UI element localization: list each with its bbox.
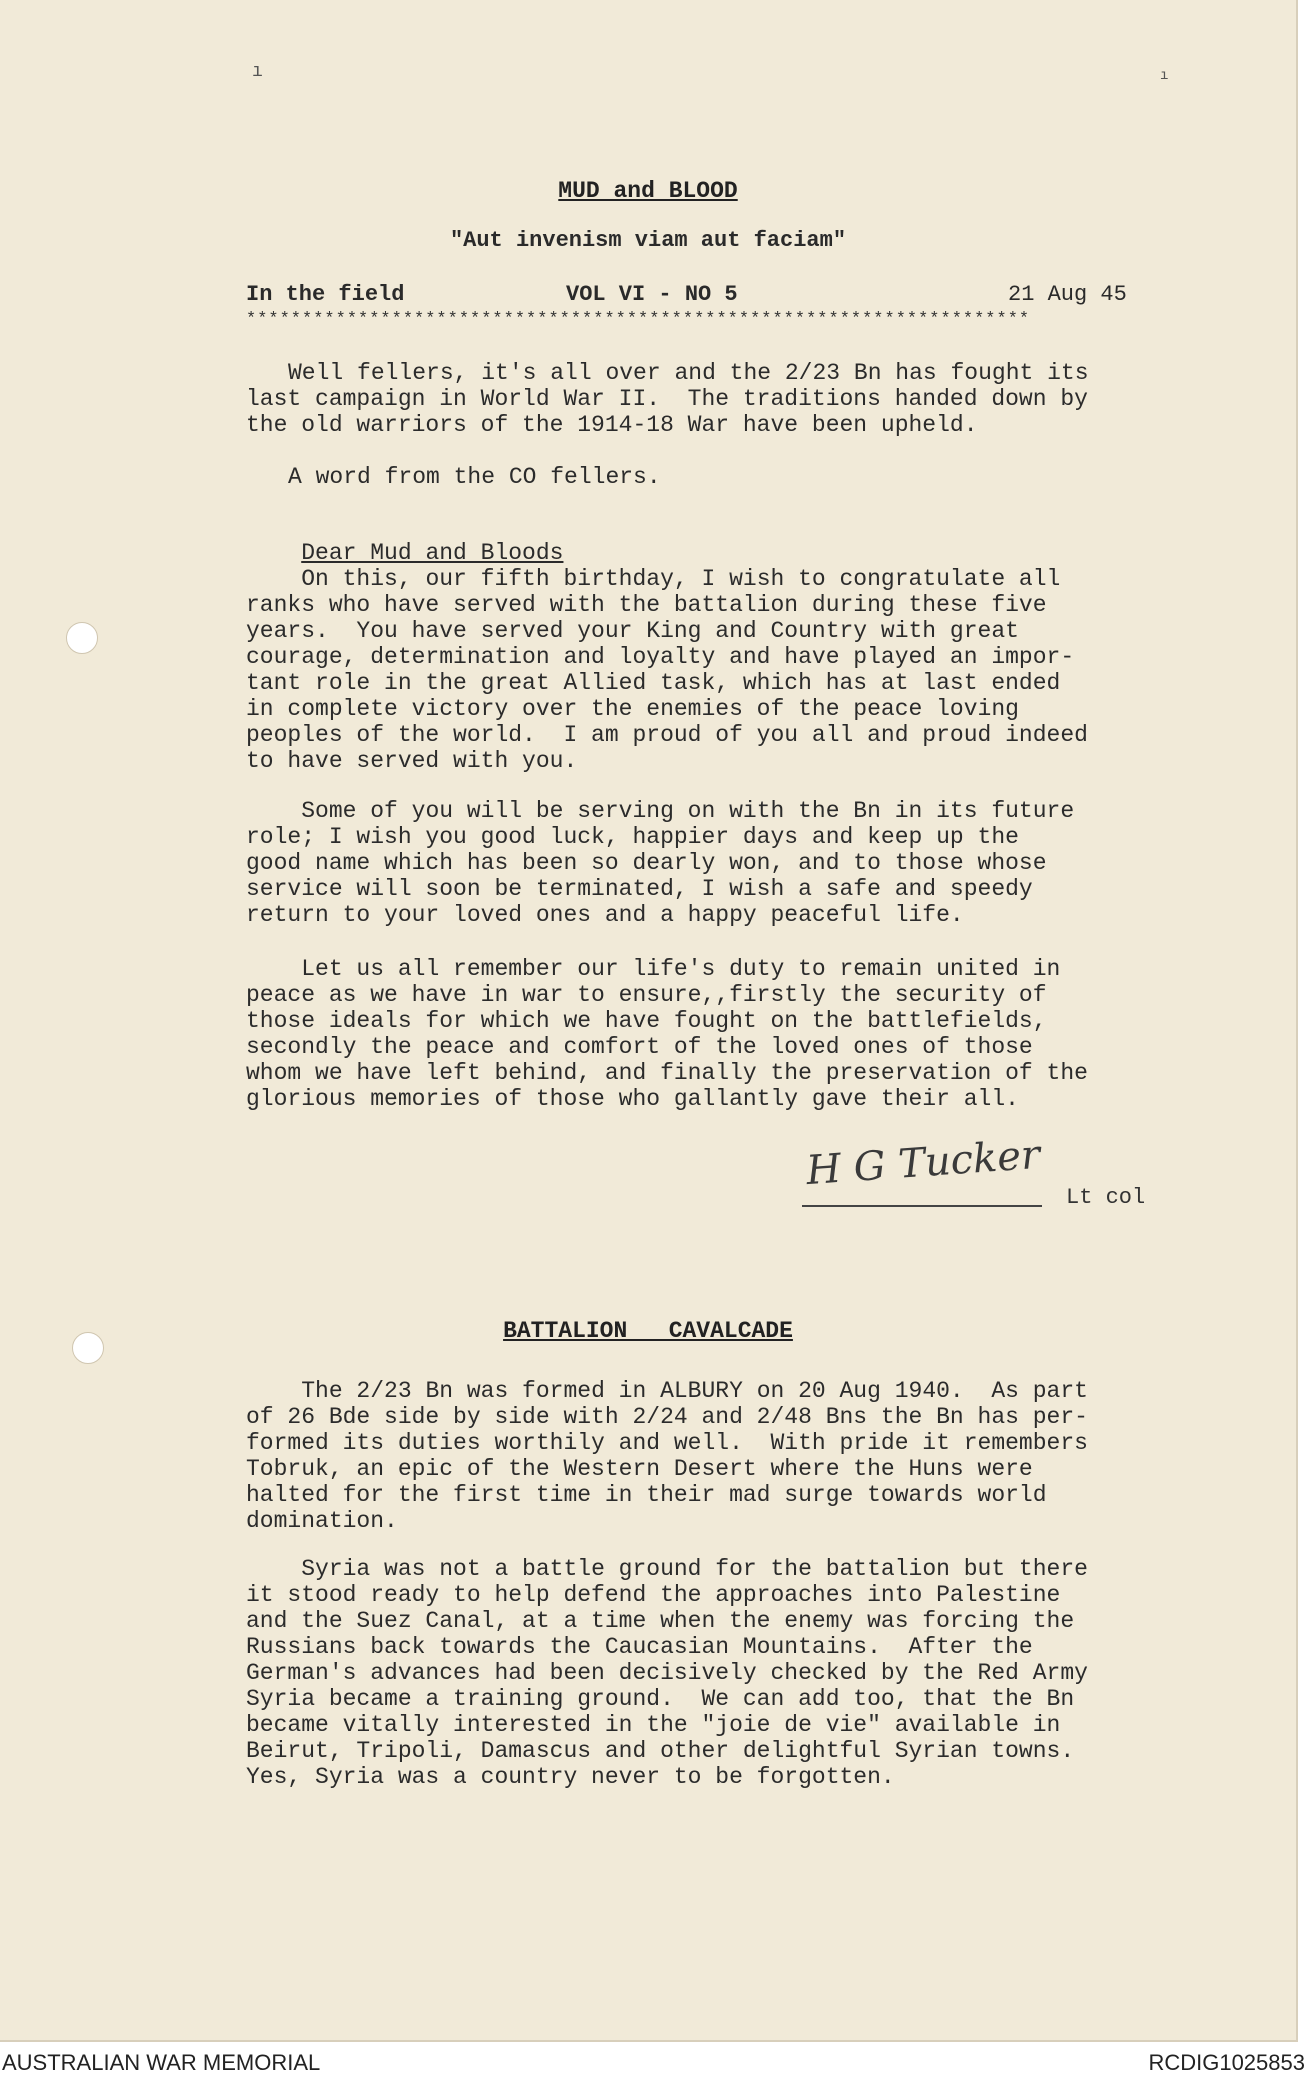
intro-paragraph: Well fellers, it's all over and the 2/23 Bn has fought its last campaign in World War II. The traditions handed down by the old warriors of the 1914-18 War have been upheld. [246, 360, 1089, 438]
letter-paragraph-1: On this, our fifth birthday, I wish to congratulate all ranks who have served with the battalion during these five years. You have served your King and Country with great courage, determination and loyalty and have played an impor- tant role in the great Allied task, which has at last ended in complete victory over the enemies of the peace loving peoples of the world. I am proud of you all and proud indeed to have served with you. [246, 566, 1088, 774]
margin-tick-right: ı [1160, 68, 1169, 84]
cavalcade-heading [0, 1318, 1296, 1344]
co-signature: H G Tucker [804, 1131, 1042, 1195]
letter-paragraph-3: Let us all remember our life's duty to remain united in peace as we have in war to ensure,,firstly the security of those ideals for which we have fought on the battlefields, secondly the peace and comfort of the loved ones of those whom we have left behind, and finally the preservation of the glorious memories of those who gallantly gave their all. [246, 956, 1088, 1112]
footer-catalogue-id: RCDIG1025853 [1148, 2050, 1305, 2075]
salutation-text: Dear Mud and Bloods [301, 540, 564, 566]
cavalcade-paragraph-2: Syria was not a battle ground for the battalion but there it stood ready to help defend the approaches into Palestine and the Suez Canal, at a time when the enemy was forcing the Russians back towards the Caucasian Mountains. After the German's advances had been decisively checked by the Red Army Syria became a training ground. We can add too, that the Bn became vitally interested in the "joie de vie" available in Beirut, Tripoli, Damascus and other delightful Syrian towns. Yes, Syria was a country never to be forgotten. [246, 1556, 1088, 1790]
punch-hole-top [66, 622, 98, 654]
issue-date: 21 Aug 45 [1008, 282, 1127, 307]
cavalcade-heading-text: BATTALION CAVALCADE [503, 1318, 793, 1344]
co-intro-line: A word from the CO fellers. [288, 464, 661, 490]
volume-label: VOL VI - NO 5 [566, 282, 738, 307]
margin-tick-left: ı [252, 62, 263, 82]
signature-underline [802, 1205, 1042, 1207]
footer-institution: AUSTRALIAN WAR MEMORIAL [2, 2050, 321, 2075]
newsletter-motto: "Aut invenism viam aut faciam" [449, 228, 847, 253]
location-label: In the field [246, 282, 405, 307]
newsletter-title: MUD and BLOOD [558, 178, 738, 204]
asterisk-divider: ********************************************************************** [246, 310, 1031, 329]
signatory-rank: Lt col [1066, 1185, 1146, 1210]
letter-paragraph-2: Some of you will be serving on with the Bn in its future role; I wish you good luck, happier days and keep up the good name which has been so dearly won, and to those whose service will soon be terminated, I wish a safe and speedy return to your loved ones and a happy peaceful life. [246, 798, 1075, 928]
cavalcade-paragraph-1: The 2/23 Bn was formed in ALBURY on 20 Aug 1940. As part of 26 Bde side by side with 2/24 and 2/48 Bns the Bn has per- formed its duties worthily and well. With pride it remembers Tobruk, an epic of the Western Desert where the Huns were halted for the first time in their mad surge towards world domination. [246, 1378, 1088, 1534]
